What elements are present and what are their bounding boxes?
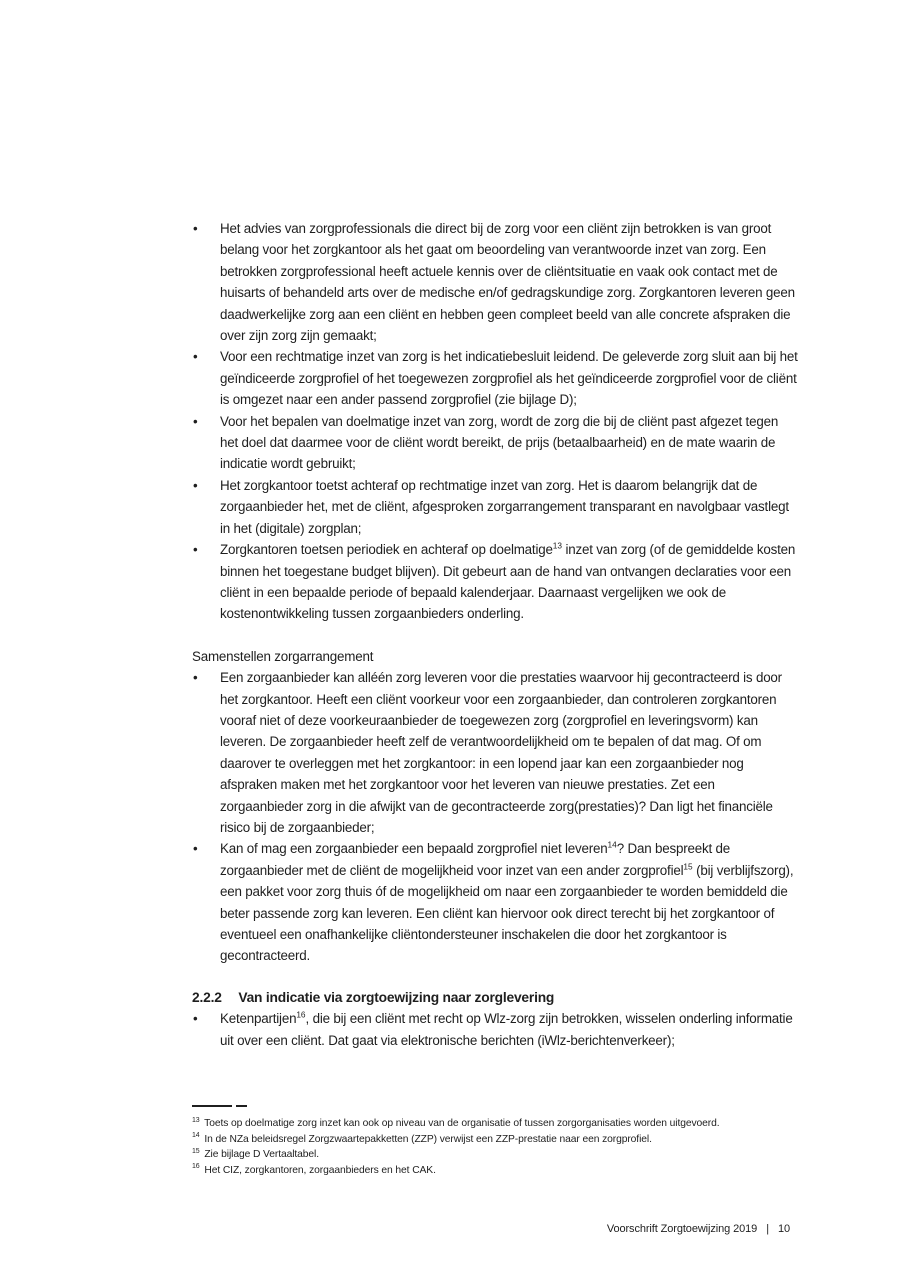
bullet-item: • Ketenpartijen$^{16}$, die bij een cliënt met recht op Wlz-zorg zijn betrokken, wisselen onderling informatie uit over een cliënt. Dat gaat via elektronische berichten (iWlz-berichtenverkeer); <box>192 1008 798 1051</box>
footnote-separator-rule <box>192 1105 798 1107</box>
footnote-rule-short-segment <box>236 1105 247 1107</box>
footnote-list <box>192 1116 798 1178</box>
section-title: Van indicatie via zorgtoewijzing naar zorglevering <box>238 989 555 1005</box>
bullet-item: • Het advies van zorgprofessionals die direct bij de zorg voor een cliënt zijn betrokken is van groot belang voor het zorgkantoor als het gaat om beoordeling van verantwoorde inzet van zorg. Een betrokken zorgprofessional heeft actuele kennis over de cliëntsituatie en vaak ook contact met de huisarts of behandeld arts over de medische en/of gedragskundige zorg. Zorgkantoren leveren geen daadwerkelijke zorg aan een cliënt en hebben geen compleet beeld van alle concrete afspraken die over zijn zorg zijn gemaakt; <box>192 218 798 346</box>
section-number: 2.2.2 <box>192 989 222 1005</box>
bullet-list-inzet-van-zorg <box>192 218 798 625</box>
footnote-marker: 13 <box>192 1116 200 1124</box>
bullet-list-samenstellen-zorgarrangement <box>192 667 798 967</box>
footnote-reference: 15 <box>683 861 693 872</box>
page-footer <box>607 1222 790 1236</box>
bullet-item: • Zorgkantoren toetsen periodiek en achteraf op doelmatige$^{13}$ inzet van zorg (of de gemiddelde kosten binnen het toegestane budget blijven). Dit gebeurt aan de hand van ontvangen declaraties voor een cliënt in een bepaalde periode of bepaald kalenderjaar. Daarnaast vergelijken we ook de kostenontwikkeling tussen zorgaanbieders onderling. <box>192 539 798 625</box>
footnote-item: $^{13}$ Toets op doelmatige zorg inzet kan ook op niveau van de organisatie of tussen zorgorganisaties worden uitgevoerd. <box>192 1116 720 1130</box>
bullet-item: • Kan of mag een zorgaanbieder een bepaald zorgprofiel niet leveren$^{14}$? Dan bespreekt de zorgaanbieder met de cliënt de mogelijkheid voor inzet van een ander zorgprofiel$^{15}$ (bij verblijfszorg), een pakket voor zorg thuis óf de mogelijkheid om naar een zorgaanbieder te worden bemiddeld die beter passende zorg kan leveren. Een cliënt kan hiervoor ook direct terecht bij het zorgkantoor of eventueel een onafhankelijke cliëntondersteuner inschakelen die door het zorgkantoor is gecontracteerd. <box>192 838 798 966</box>
footnote-item: $^{14}$ In de NZa beleidsregel Zorgzwaartepakketten (ZZP) verwijst een ZZP-prestatie naar een zorgprofiel. <box>192 1132 652 1145</box>
footnote-reference: 16 <box>296 1009 306 1020</box>
heading-section-2-2-2 <box>192 987 798 1008</box>
bullet-item: • Het zorgkantoor toetst achteraf op rechtmatige inzet van zorg. Het is daarom belangrijk dat de zorgaanbieder het, met de cliënt, afgesproken zorgarrangement transparant en navolgbaar vastlegt in het (digitale) zorgplan; <box>192 475 798 539</box>
footer-separator: | <box>766 1223 769 1235</box>
footnote-reference: 14 <box>607 839 617 850</box>
footnote-reference: 13 <box>552 540 562 551</box>
footer-document-title: Voorschrift Zorgtoewijzing 2019 <box>606 1223 758 1235</box>
footnote-marker: 14 <box>192 1132 200 1140</box>
page-content <box>192 218 798 1178</box>
footnote-marker: 16 <box>192 1163 200 1171</box>
footnote-item: $^{15}$ Zie bijlage D Vertaaltabel. <box>192 1147 319 1161</box>
footer-page-number: 10 <box>777 1223 790 1235</box>
footnote-item: $^{16}$ Het CIZ, zorgkantoren, zorgaanbieders en het CAK. <box>192 1163 436 1176</box>
footnote-block <box>192 1105 798 1178</box>
footnote-marker: 15 <box>192 1147 200 1155</box>
bullet-item: • Voor het bepalen van doelmatige inzet van zorg, wordt de zorg die bij de cliënt past afgezet tegen het doel dat daarmee voor de cliënt wordt bereikt, de prijs (betaalbaarheid) en de mate waarin de indicatie wordt gebruikt; <box>192 411 798 475</box>
bullet-item: • Voor een rechtmatige inzet van zorg is het indicatiebesluit leidend. De geleverde zorg sluit aan bij het geïndiceerde zorgprofiel of het toegewezen zorgprofiel als het geïndiceerde zorgprofiel voor de cliënt is omgezet naar een ander passend zorgprofiel (zie bijlage D); <box>192 346 798 410</box>
footnote-rule-long-segment <box>192 1105 232 1107</box>
bullet-list-indicatie-zorglevering <box>192 1008 798 1051</box>
bullet-item: • Een zorgaanbieder kan alléén zorg leveren voor die prestaties waarvoor hij gecontracteerd is door het zorgkantoor. Heeft een cliënt voorkeur voor een zorgaanbieder, dan controleren zorgkantoren vooraf niet of deze voorkeuraanbieder de toegewezen zorg (zorgprofiel en leveringsvorm) kan leveren. De zorgaanbieder heeft zelf de verantwoordelijkheid om te bepalen of dat mag. Of om daarover te overleggen met het zorgkantoor: in een lopend jaar kan een zorgaanbieder nog afspraken maken met het zorgkantoor voor het leveren van nieuwe prestaties. Zet een zorgaanbieder zorg in die afwijkt van de gecontracteerde zorg(prestaties)? Dan ligt het financiële risico bij de zorgaanbieder; <box>192 667 798 838</box>
heading-samenstellen-zorgarrangement: Samenstellen zorgarrangement <box>192 648 374 664</box>
